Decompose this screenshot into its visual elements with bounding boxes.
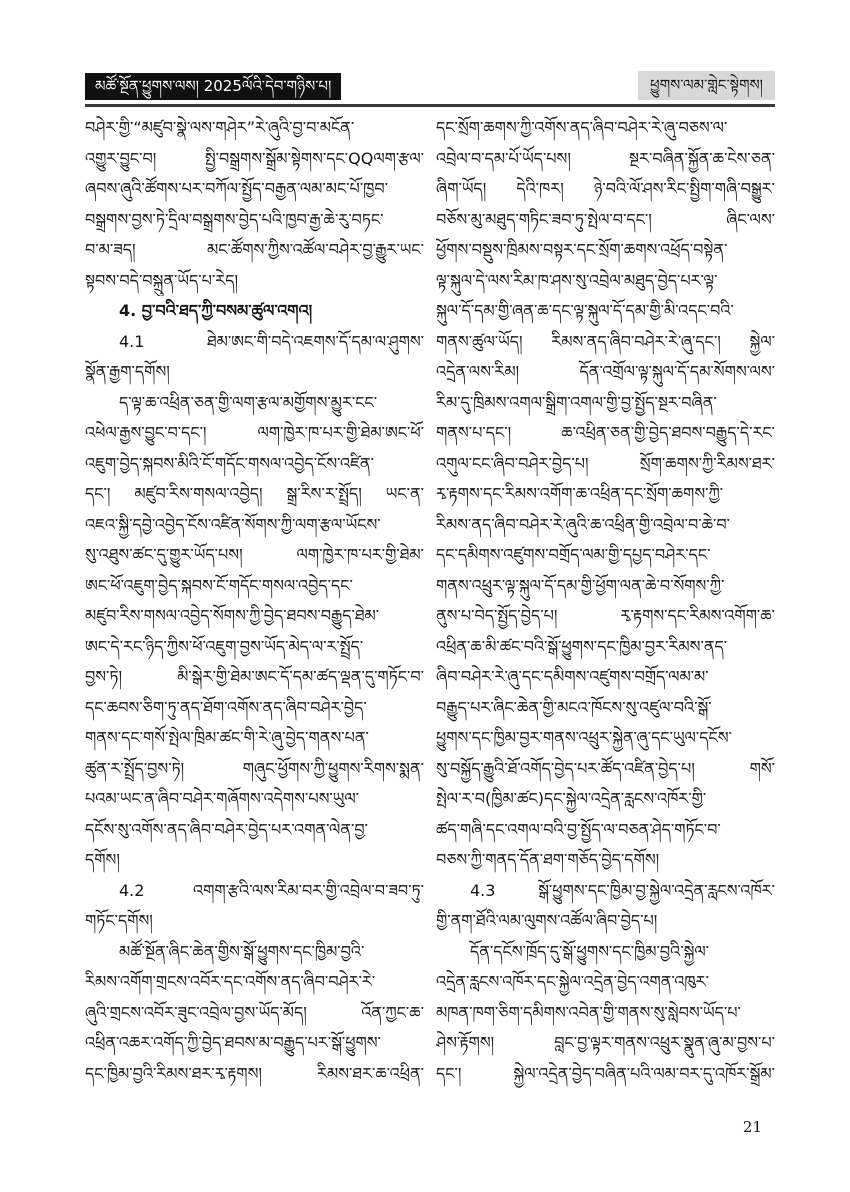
- text-line: དང་ཁྱིམ་བྱའི་རིམས་ཐར་རྭ་རྟགས། རིམས་ཐར་ཆ་འཕྲིན་: [85, 1063, 424, 1083]
- text-line: དང་ཆབས་ཅིག་ཏུ་ནད་ཐོག་འགོས་ནད་ཞིབ་བཤེར་བྱེད་: [85, 697, 367, 717]
- text-line: ལྟ་སྐུལ་དེ་ལས་རིམ་ཁ་ཤས་སུ་འབྲེལ་མཐུད་བྱེད་པར་ལྟ་: [436, 270, 718, 290]
- heading-line: 4.2 འགག་རྩའི་ལས་རིམ་བར་གྱི་འབྲེལ་བ་ཟབ་ཏུ་: [119, 880, 424, 900]
- text-line: དང་། སྐྱེལ་འདྲེན་བྱེད་བཞིན་པའི་ལམ་བར་དུ་འཁོར་སྒྲོམ་: [436, 1063, 775, 1083]
- text-line: བཅས་ཀྱི་གནད་དོན་ཐག་གཅོད་བྱེད་དགོས།: [436, 850, 660, 869]
- text-line: དང་། མཛུབ་རིས་གསལ་འབྱེད། སྒྲ་རིས་ར་སྤྲོད། ཡང་ན་: [85, 484, 424, 503]
- text-line: བཅོས་མུ་མཐུད་གཏིང་ཟབ་ཏུ་སྤེལ་བ་དང་། ཞིང་ལས་: [436, 209, 775, 229]
- page-header: [85, 68, 775, 100]
- text-line: ཚད་གཞི་དང་འགལ་བའི་བྱ་སྤྱོད་ལ་བཅན་ཤེད་གཏོང་བ་: [436, 819, 721, 839]
- text-line: བཤེར་གྱི་“མཛུབ་སྣེ་ལས་གཤེར”རེ་ཞུའི་བྱ་བ་མངོན་: [85, 118, 355, 137]
- header-divider: [85, 104, 775, 107]
- text-line: བྱས་ཏེ། མི་སྒེར་གྱི་ཐེམ་ཨང་དོ་དམ་ཚད་ལྡན་དུ་གཏོང་བ་: [85, 667, 424, 686]
- text-line: ཞབས་ཞུའི་ཚོགས་པར་བཀོལ་སྤྱོད་བརྒྱན་ལམ་མང་པོ་ཁྱབ་: [85, 179, 388, 198]
- text-line: རིམས་འགོག་གྲངས་འབོར་དང་འགོས་ནད་ཞིབ་བཤེར་རེ་: [85, 972, 376, 991]
- text-line: གནས་པ་དང་། ཆ་འཕྲིན་ཅན་གྱི་བྱེད་ཐབས་བརྒྱུད་དེ་རང་: [436, 423, 775, 442]
- text-line: འཇུག་བྱེད་སྐབས་མིའི་ངོ་གདོང་གསལ་འབྱེད་ངོས་འཛིན་: [85, 453, 374, 473]
- text-line: མཁན་ཁག་ཅིག་དམིགས་འབེན་གྱི་གནས་སུ་སླེབས་ཡོད་པ་: [436, 1002, 741, 1022]
- text-line: འཇའ་སྐྱི་དབྱེ་འབྱེད་ངོས་འཛིན་སོགས་ཀྱི་ལག་རྩལ་ཡོངས་: [85, 514, 381, 534]
- text-line: འདྲེན་ལས་རིམ། དོན་འགྲོལ་ལྟ་སྐུལ་དོ་དམ་སོགས་ལས་: [436, 362, 775, 381]
- journal-title-banner: མཚོ་སྔོན་ཕྱུགས་ལས། 2025ལོའི་དེབ་གཉིས་པ།: [85, 73, 341, 100]
- text-line: ཞིབ་བཤེར་རེ་ཞུ་དང་དམིགས་འཛུགས་བགྲོད་ལམ་མ་: [436, 667, 709, 686]
- text-line: ནུས་པ་བེད་སྤྱོད་བྱེད་པ། རྭ་རྟགས་དང་རིམས་འགོག་ཆ་: [436, 606, 775, 625]
- text-line: འཕེལ་རྒྱས་བྱུང་བ་དང་། ལག་ཁྱེར་ཁ་པར་གྱི་ཐེམ་ཨང་ཕོ་: [85, 423, 424, 442]
- text-line: ཚུན་ར་སྤྲོད་བྱས་ཏེ། གཞུང་ཕྱོགས་ཀྱི་ཕྱུགས་རིགས་སྨན་: [85, 758, 424, 778]
- text-line: བརྒྱུད་པར་ཞིང་ཆེན་གྱི་མངའ་ཁོངས་སུ་འཛུལ་བའི་སྒོ་: [436, 697, 712, 717]
- text-line: དང་སྲོག་ཆགས་ཀྱི་འགོས་ནད་ཞིབ་བཤེར་རེ་ཞུ་བཅས་ལ་: [436, 118, 728, 137]
- column-right: [436, 113, 775, 1089]
- text-line: འདྲེན་རླངས་འཁོར་དང་སྐྱེལ་འདྲེན་བྱེད་འགན་འཁུར་: [436, 972, 709, 991]
- text-columns: [85, 113, 775, 1089]
- text-line: འགུལ་ངང་ཞིབ་བཤེར་བྱེད་པ། སྲོག་ཆགས་ཀྱི་རིམས་ཐར་: [436, 453, 775, 473]
- text-line: སྐུལ་དོ་དམ་གྱི་ཞན་ཆ་དང་ལྟ་སྐུལ་དོ་དམ་གྱི་མི་འདང་བའི་: [436, 301, 734, 320]
- text-line: རྭ་རྟགས་དང་རིམས་འགོག་ཆ་འཕྲིན་དང་སྲོག་ཆགས་ཀྱི་: [436, 484, 724, 503]
- heading-line: སྣོན་རྒྱག་དགོས།: [85, 362, 170, 381]
- text-line: འཕྲིན་ཆ་མི་ཚང་བའི་སྒོ་ཕྱུགས་དང་ཁྱིམ་བྱར་རིམས་ནད་: [436, 636, 728, 656]
- text-line: ད་ལྟ་ཆ་འཕྲིན་ཅན་གྱི་ལག་རྩལ་མགྱོགས་མྱུར་ངང་: [119, 392, 378, 412]
- text-line: འབྲེལ་བ་དམ་པོ་ཡོད་པས། སྔར་བཞིན་སྐྱོན་ཆ་ངེས་ཅན་: [436, 148, 775, 168]
- text-line: རིམས་ནད་ཞིབ་བཤེར་རེ་ཞུའི་ཆ་འཕྲིན་གྱི་འབྲེལ་བ་ཆེ་བ་: [436, 514, 730, 534]
- heading-line: 4. བྱ་བའི་ཐད་ཀྱི་བསམ་ཚུལ་འགའ།: [119, 301, 313, 320]
- text-line: གནས་ཚུལ་ཡོད། རིམས་ནད་ཞིབ་བཤེར་རེ་ཞུ་དང་། སྐྱེལ་: [436, 331, 775, 351]
- text-line: ཨང་དེ་རང་ཉིད་ཀྱིས་ཕོ་འཇུག་བྱས་ཡོད་མེད་ལ་ར་སྤྲོད་: [85, 636, 364, 656]
- text-line: བསྒྲགས་བྱས་ཏེ་དྲིལ་བསྒྲགས་བྱེད་པའི་ཁྱབ་རྒྱ་ཆེ་རུ་བཏང་: [85, 209, 384, 229]
- text-line: ཞུའི་གྲངས་འབོར་ཟུང་འབྲེལ་བྱས་ཡོད་མོད། འོན་ཀྱང་ཆ་: [85, 1002, 424, 1022]
- page-content: [85, 68, 775, 1089]
- text-line: ཤེས་རྟོགས། བླང་བྱ་ལྟར་གནས་འཕྲུར་སྣུན་ཞུ་མ་བྱས་པ་: [436, 1033, 775, 1052]
- text-line: དངོས་སུ་འགོས་ནད་ཞིབ་བཤེར་བྱེད་པར་འགན་ལེན་བྱ་: [85, 819, 368, 839]
- text-line: མཛུབ་རིས་གསལ་འབྱེད་སོགས་ཀྱི་བྱེད་ཐབས་བརྒྱུད་ཐེམ་: [85, 606, 380, 625]
- text-line: ཕྱོགས་བསྡུས་ཁྲིམས་བསྟར་དང་སྲོག་ཆགས་འཕྲོད་བསྟེན་: [436, 240, 728, 259]
- heading-line: གཏོང་དགོས།: [85, 911, 153, 930]
- text-line: དང་དམིགས་འཛུགས་བགྲོད་ལམ་གྱི་དཔྱད་བཤེར་དང་: [436, 545, 711, 564]
- text-line: ཨང་ཕོ་འཇུག་བྱེད་སྐབས་ངོ་གདོང་གསལ་འབྱེད་དང་: [85, 575, 353, 595]
- page-number: 21: [742, 1118, 762, 1136]
- text-line: ཞིག་ཡོད། དེའི་ཁར། ཉེ་བའི་ལོ་ཤས་རིང་སྤྱིག་གཞི་བསྒྱུར་: [436, 179, 775, 198]
- text-line: བ་མ་ཟད། མང་ཚོགས་ཀྱིས་འཚོལ་བཤེར་བྱ་རྒྱུར་ཡང་: [85, 240, 424, 259]
- column-left: [85, 113, 424, 1089]
- text-line: དགོས།: [85, 850, 120, 869]
- text-line: གནས་འཕྲུར་ལྟ་སྐུལ་དོ་དམ་གྱི་ཕྱོག་ལན་ཆེ་བ་སོགས་ཀྱི་: [436, 575, 725, 595]
- text-line: སུ་འཐུས་ཚང་དུ་གྱུར་ཡོད་པས། ལག་ཁྱེར་ཁ་པར་གྱི་ཐེམ་: [85, 545, 424, 564]
- heading-line: གྱི་ནག་ཐོའི་ལམ་ལུགས་འཚོལ་ཞིབ་བྱེད་པ།: [436, 911, 658, 930]
- text-line: འཕྲིན་འཆར་འགོད་ཀྱི་བྱེད་ཐབས་མ་བརྒྱུད་པར་སྒོ་ཕྱུགས་: [85, 1033, 381, 1052]
- text-line: མཚོ་སྔོན་ཞིང་ཆེན་གྱིས་སྒོ་ཕྱུགས་དང་ཁྱིམ་བྱའི་: [119, 941, 365, 961]
- heading-line: 4.3 སྒོ་ཕྱུགས་དང་ཁྱིམ་བྱ་སྐྱེལ་འདྲེན་རླངས་འཁོར་: [470, 880, 775, 900]
- text-line: འགྱུར་བྱུང་བ། སྤྱི་བསྒྲགས་སྒྲོམ་སྟེགས་དང་QQལག་རྩལ་: [85, 148, 424, 168]
- text-line: རིམ་དུ་ཁྲིམས་འགལ་སྒྲིག་འགལ་གྱི་བྱ་སྤྱོད་སྔར་བཞིན་: [436, 392, 717, 412]
- text-line: དོན་དངོས་ཁྲོད་དུ་སྒོ་ཕྱུགས་དང་ཁྱིམ་བྱའི་སྐྱེལ་: [470, 941, 710, 961]
- text-line: ཕྱུགས་དང་ཁྱིམ་བྱར་གནས་འཕྲུར་སྐྱེན་ཞུ་དང་ཡུལ་དངོས་: [436, 728, 732, 747]
- text-line: སུ་བསྐྱོད་རྒྱུའི་ཐོ་འགོད་བྱེད་པར་ཚོད་འཛིན་བྱེད་པ། གསོ་: [436, 758, 775, 778]
- text-line: པའམ་ཡང་ན་ཞིབ་བཤེར་གཞོགས་འདེགས་པས་ཡུལ་: [85, 789, 360, 808]
- text-line: སྤེལ་ར་བ(ཁྱིམ་ཚང)དང་སྐྱེལ་འདྲེན་རླངས་འཁོར་གྱི་: [436, 789, 707, 808]
- section-title-banner: ཕྱུགས་ལམ་གླེང་སྟེགས།: [638, 71, 775, 100]
- text-line: སྟབས་བདེ་བསྐྲུན་ཡོད་པ་རེད།: [85, 270, 239, 290]
- heading-line: 4.1 ཐེམ་ཨང་གི་བདེ་འཇགས་དོ་དམ་ལ་ཤུགས་: [119, 331, 424, 351]
- text-line: གནས་དང་གསོ་སྤེལ་ཁྲིམ་ཚང་གི་རེ་ཞུ་བྱེད་གནས་པན་: [85, 728, 369, 747]
